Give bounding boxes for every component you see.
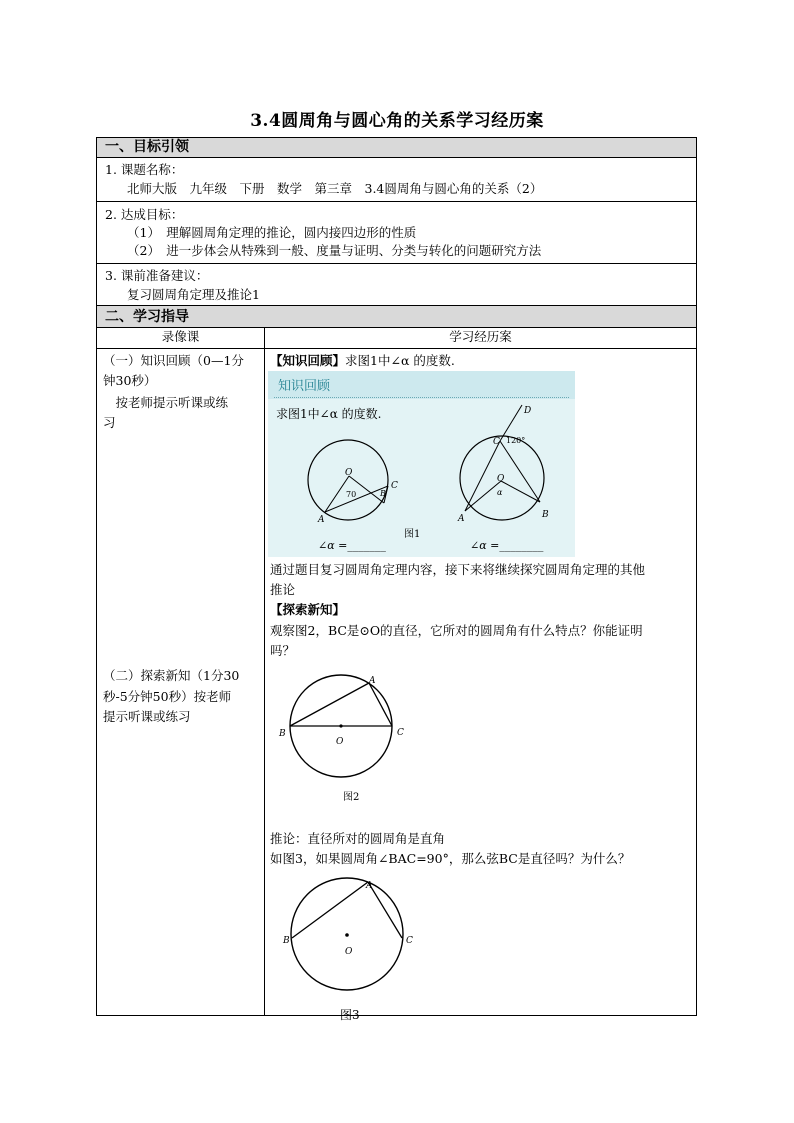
fig1-left-label-C: C — [391, 481, 398, 491]
left-step1-line1: （一）知识回顾（0—1分 — [103, 353, 244, 368]
fig1-right-label-O: O — [497, 474, 505, 484]
left-step1-line4: 习 — [103, 415, 116, 430]
fig3-label-O: O — [345, 947, 353, 957]
fig3-label-C: C — [406, 936, 413, 946]
fig2-label-B: B — [279, 729, 286, 739]
column-header-study: 学习经历案 — [449, 329, 512, 344]
prep-row — [97, 264, 696, 306]
question2-line1: 观察图2，BC是⊙O的直径，它所对的圆周角有什么特点？你能证明 — [270, 623, 643, 638]
page-title: 3.4圆周角与圆心角的关系学习经历案 — [250, 111, 544, 131]
section1-header: 一、目标引领 — [97, 138, 696, 158]
figure2-drawing — [276, 672, 416, 782]
figure1-title: 知识回顾 — [278, 379, 331, 394]
fig2-label-A: A — [369, 676, 376, 686]
question2-line2: 吗？ — [270, 643, 296, 658]
prep-label: 3. 课前准备建议： — [105, 268, 209, 283]
fig1-left-label-B: B — [380, 489, 386, 498]
goal-2: （2） 进一步体会从特殊到一般、度量与证明、分类与转化的问题研究方法 — [127, 243, 542, 258]
fig1-left-label-A: A — [318, 515, 325, 525]
fig1-angle-120: 120° — [506, 436, 526, 445]
left-step2-line1: （二）探索新知（1分30 — [103, 668, 240, 683]
left-step1-line3: 按老师提示听课或练 — [103, 395, 229, 410]
fig2-label-C: C — [397, 728, 404, 738]
figure2-caption: 图2 — [343, 792, 360, 803]
knowledge-review-line — [270, 352, 455, 370]
goal-1: （1） 理解圆周角定理的推论，圆内接四边形的性质 — [127, 225, 417, 240]
figure1-caption: 图1 — [404, 529, 421, 540]
prep-value: 复习圆周角定理及推论1 — [127, 287, 260, 302]
column-divider — [264, 328, 265, 1015]
left-step1-line2: 钟30秒） — [103, 373, 157, 388]
review-summary-line1: 通过题目复习圆周角定理内容，接下来将继续探究圆周角定理的其他 — [270, 562, 646, 577]
course-name-value: 北师大版 九年级 下册 数学 第三章 3.4圆周角与圆心角的关系（2） — [127, 181, 543, 196]
fig1-left-label-O: O — [345, 468, 353, 478]
corollary-text: 推论：直径所对的圆周角是直角 — [270, 831, 446, 846]
fig1-right-label-C: C — [493, 437, 500, 447]
review-summary-line2: 推论 — [270, 582, 296, 597]
fig3-label-B: B — [283, 936, 290, 946]
column-header-video: 录像课 — [161, 329, 200, 344]
fig1-right-label-A: A — [458, 514, 465, 524]
goals-row — [97, 202, 696, 264]
figure3-caption: 图3 — [340, 1008, 360, 1022]
course-name-label: 1. 课题名称： — [105, 162, 184, 177]
left-step2-line3: 提示听课或练习 — [103, 709, 191, 724]
fig1-right-label-alpha: α — [497, 488, 503, 497]
knowledge-review-tag: 【知识回顾】 — [270, 353, 346, 368]
fig1-angle-70: 70 — [346, 490, 357, 499]
fig3-label-A: A — [366, 881, 373, 891]
left-step2-line2: 秒-5分钟50秒）按老师 — [103, 689, 232, 704]
figure1-question: 求图1中∠α 的度数. — [276, 407, 382, 421]
section2-header: 二、学习指导 — [97, 306, 696, 328]
column-header-row — [97, 328, 696, 349]
goals-label: 2. 达成目标： — [105, 207, 184, 222]
fig1-right-label-D: D — [524, 406, 532, 416]
figure1-blank-left: ∠α =_______ — [318, 539, 386, 552]
figure3-drawing — [280, 872, 420, 992]
question3-text: 如图3，如果圆周角∠BAC=90°，那么弦BC是直径吗？为什么？ — [270, 851, 631, 866]
figure1-blank-right: ∠α =________ — [470, 539, 544, 552]
figure1-drawing — [268, 371, 575, 557]
fig2-label-O: O — [336, 737, 344, 747]
figure1-panel — [268, 371, 575, 557]
fig1-right-label-B: B — [542, 510, 549, 520]
explore-tag: 【探索新知】 — [270, 602, 346, 617]
knowledge-review-text: 求图1中∠α 的度数. — [345, 353, 455, 368]
course-name-row — [97, 158, 696, 202]
